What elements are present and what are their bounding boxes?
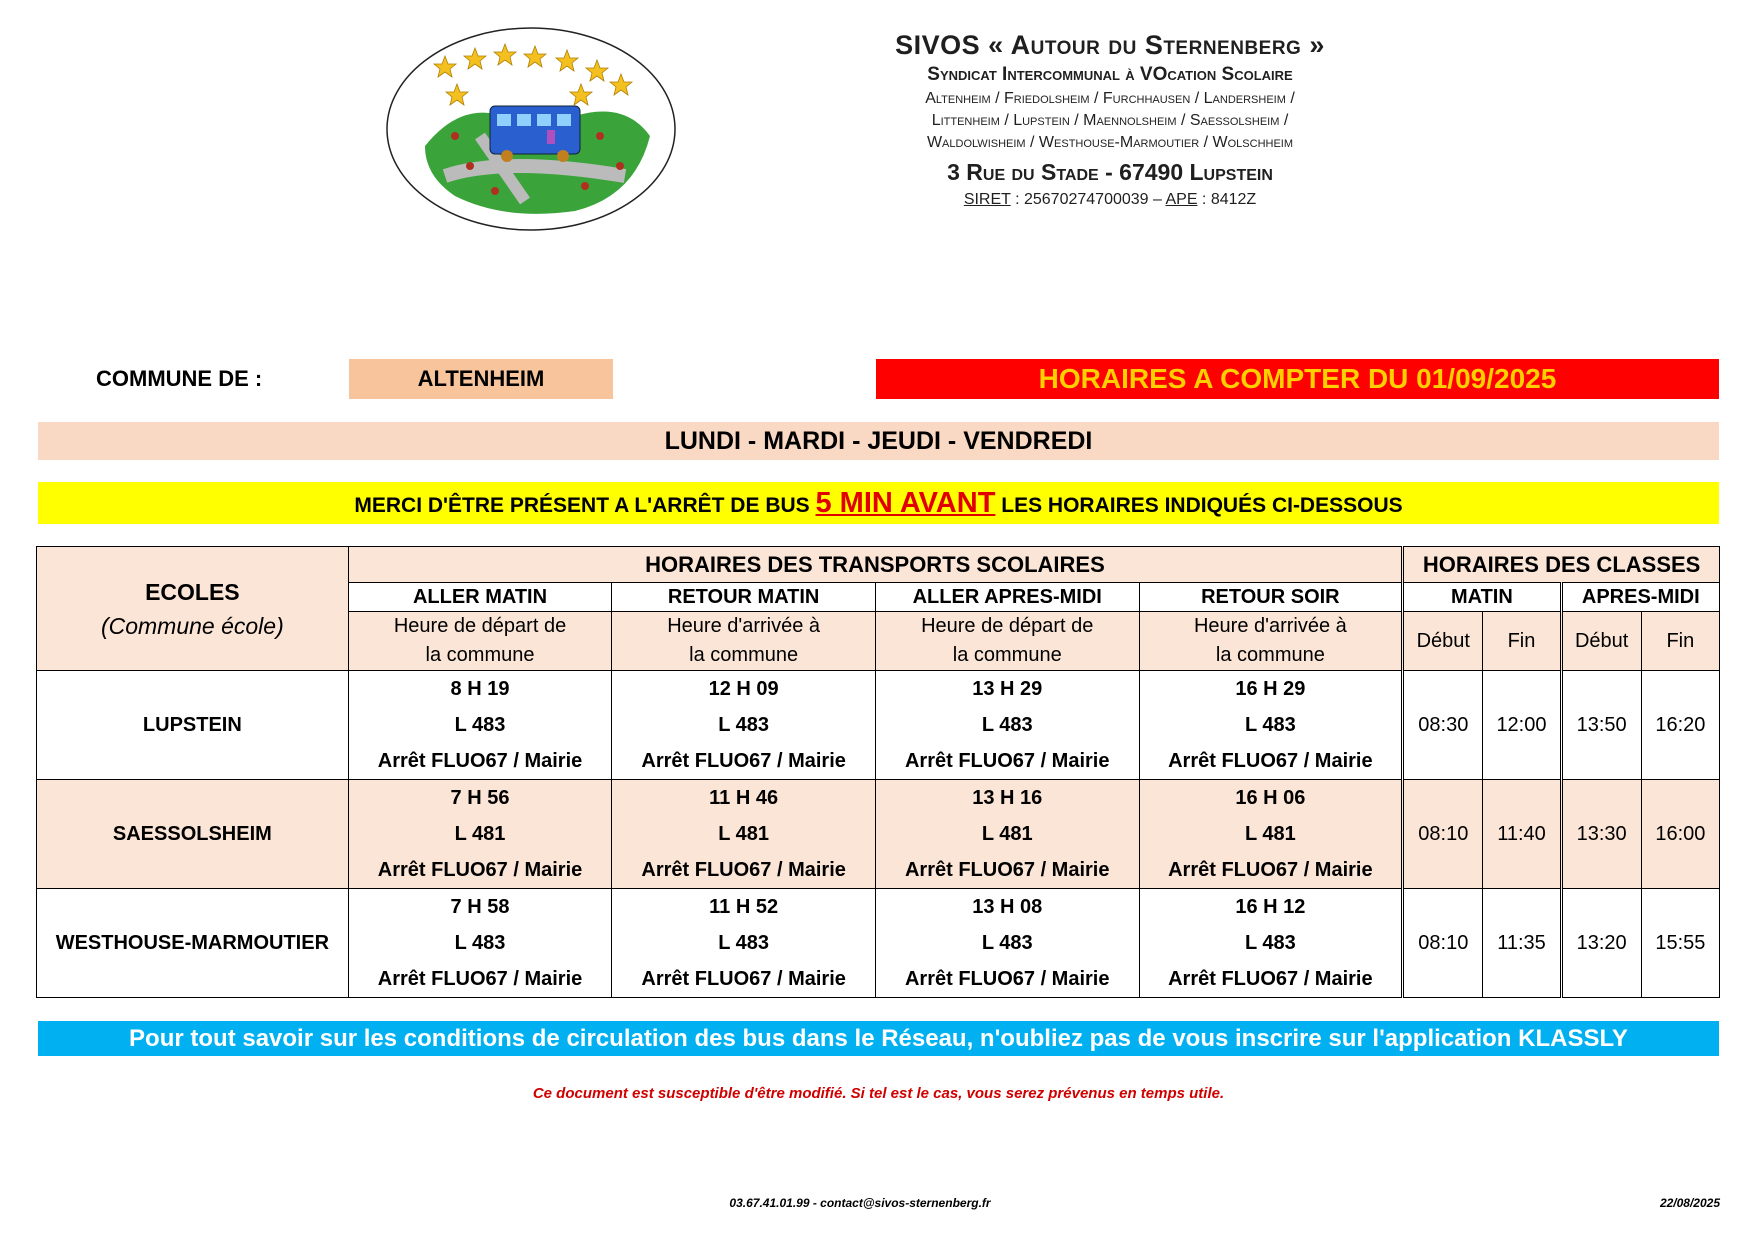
trip-cell: 16 H 29 L 483 Arrêt FLUO67 / Mairie [1139,671,1403,780]
trip-cell: 11 H 52 L 483 Arrêt FLUO67 / Mairie [612,889,876,998]
trip-description: Heure de départ de la commune [875,612,1139,671]
classes-header: HORAIRES DES CLASSES [1403,547,1720,583]
class-time: 16:20 [1641,671,1719,780]
days-banner: LUNDI - MARDI - JEUDI - VENDREDI [38,422,1719,460]
org-type: Syndicat Intercommunal à VOcation Scolaire [927,64,1293,85]
org-address: 3 Rue du Stade - 67490 Lupstein [947,159,1273,185]
trip-cell: 7 H 56 L 481 Arrêt FLUO67 / Mairie [348,780,612,889]
trip-label: RETOUR MATIN [612,583,876,612]
trip-label: ALLER MATIN [348,583,612,612]
trip-cell: 13 H 08 L 483 Arrêt FLUO67 / Mairie [875,889,1139,998]
trip-cell: 7 H 58 L 483 Arrêt FLUO67 / Mairie [348,889,612,998]
table-row [37,889,1720,998]
notice-highlight: 5 MIN AVANT [815,487,996,519]
commune-name: ALTENHEIM [349,359,613,399]
class-time: 13:30 [1561,780,1641,889]
disclaimer: Ce document est susceptible d'être modifié. Si tel est le cas, vous serez prévenus en temps utile. [532,1085,1225,1102]
commune-label: COMMUNE DE : [96,366,263,391]
class-time: 16:00 [1641,780,1719,889]
trip-cell: 13 H 29 L 483 Arrêt FLUO67 / Mairie [875,671,1139,780]
footer-date: 22/08/2025 [1659,1196,1720,1210]
klassly-banner: Pour tout savoir sur les conditions de circulation des bus dans le Réseau, n'oubliez pas de vous inscrire sur l'application KLASSLY [38,1021,1719,1056]
trip-cell: 13 H 16 L 481 Arrêt FLUO67 / Mairie [875,780,1139,889]
class-time: 13:50 [1561,671,1641,780]
trip-cell: 16 H 06 L 481 Arrêt FLUO67 / Mairie [1139,780,1403,889]
effective-date-banner: HORAIRES A COMPTER DU 01/09/2025 [876,359,1719,399]
class-time: 08:10 [1403,780,1483,889]
class-time: 11:40 [1483,780,1561,889]
table-row [37,671,1720,780]
notice-text-after: LES HORAIRES INDIQUÉS CI-DESSOUS [995,494,1403,517]
member-communes-line-3: Waldolwisheim / Westhouse-Marmoutier / Wolschheim [926,134,1294,151]
organization-header [830,28,1390,212]
class-period-label: APRES-MIDI [1561,583,1719,612]
trip-label: ALLER APRES-MIDI [875,583,1139,612]
ape-value: : 8412Z [1197,191,1257,208]
sivos-logo [385,26,677,232]
ecoles-header [37,547,349,671]
trip-description: Heure de départ de la commune [348,612,612,671]
ape-label: APE [1165,191,1198,208]
member-communes-line-2: Littenheim / Lupstein / Maennolsheim / Saessolsheim / [931,112,1289,129]
school-name: LUPSTEIN [37,671,349,780]
trip-cell: 16 H 12 L 483 Arrêt FLUO67 / Mairie [1139,889,1403,998]
class-time: 15:55 [1641,889,1719,998]
trip-description: Heure d'arrivée à la commune [1139,612,1403,671]
ecoles-label: ECOLES [145,578,240,605]
class-period-label: MATIN [1403,583,1561,612]
trip-cell: 12 H 09 L 483 Arrêt FLUO67 / Mairie [612,671,876,780]
class-time: 11:35 [1483,889,1561,998]
debut-label: Début [1561,612,1641,671]
ecoles-sub-label: (Commune école) [100,612,284,639]
fin-label: Fin [1483,612,1561,671]
class-time: 13:20 [1561,889,1641,998]
siret-value: : 25670274700039 – [1010,191,1166,208]
org-name: SIVOS « Autour du Sternenberg » [895,30,1325,60]
schedule-table [36,546,1720,998]
trip-cell: 11 H 46 L 481 Arrêt FLUO67 / Mairie [612,780,876,889]
class-time: 08:30 [1403,671,1483,780]
member-communes-line-1: Altenheim / Friedolsheim / Furchhausen / Landersheim / [925,90,1295,107]
table-row [37,780,1720,889]
debut-label: Début [1403,612,1483,671]
footer-contact: 03.67.41.01.99 - contact@sivos-sternenberg.fr [729,1196,991,1210]
punctuality-notice [38,482,1719,524]
school-name: SAESSOLSHEIM [37,780,349,889]
org-identifiers [830,188,1390,212]
notice-text-before: MERCI D'ÊTRE PRÉSENT A L'ARRÊT DE BUS [354,494,816,517]
transport-header: HORAIRES DES TRANSPORTS SCOLAIRES [348,547,1402,583]
class-time: 12:00 [1483,671,1561,780]
fin-label: Fin [1641,612,1719,671]
siret-label: SIRET [963,191,1011,208]
trip-description: Heure d'arrivée à la commune [612,612,876,671]
class-time: 08:10 [1403,889,1483,998]
trip-cell: 8 H 19 L 483 Arrêt FLUO67 / Mairie [348,671,612,780]
trip-label: RETOUR SOIR [1139,583,1403,612]
school-name: WESTHOUSE-MARMOUTIER [37,889,349,998]
